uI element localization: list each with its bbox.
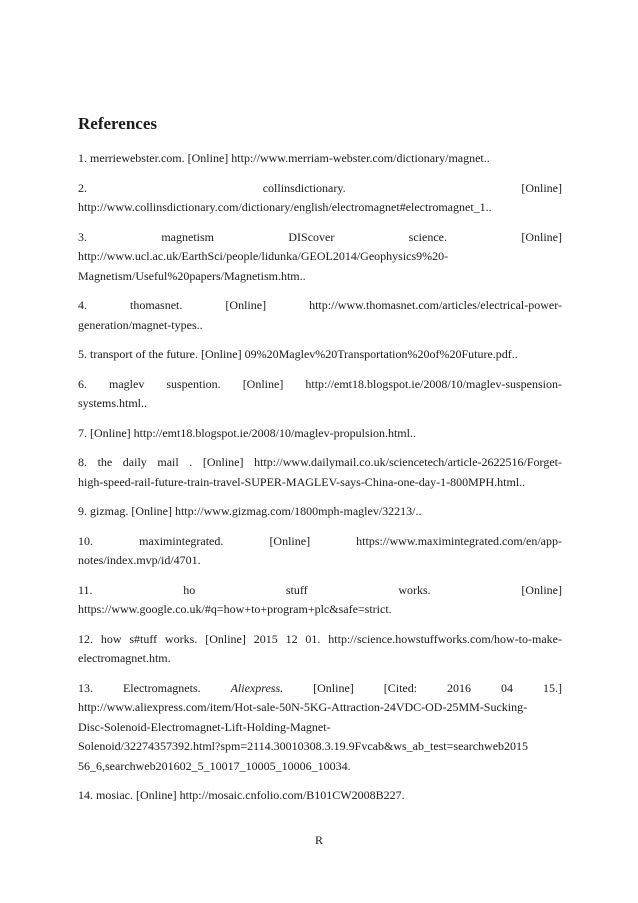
reference-item: [78, 679, 562, 777]
reference-line: 56_6,searchweb201602_5_10017_10005_10006_10034.: [78, 758, 351, 773]
reference-item: [78, 345, 562, 365]
reference-line: 7. [Online] http://emt18.blogspot.ie/2008/10/maglev-propulsion.html..: [78, 425, 416, 440]
references-page: [78, 112, 562, 816]
reference-line: notes/index.mvp/id/4701.: [78, 553, 201, 567]
reference-line: 5. transport of the future. [Online] 09%20Maglev%20Transportation%20of%20Future.pdf..: [78, 347, 518, 361]
reference-item: [78, 179, 562, 218]
reference-line: Magnetism/Useful%20papers/Magnetism.htm..: [78, 268, 306, 283]
reference-item: [78, 424, 562, 444]
reference-item: [78, 532, 562, 571]
reference-line: systems.html..: [78, 396, 148, 410]
reference-line: http://www.aliexpress.com/item/Hot-sale-50N-5KG-Attraction-24VDC-OD-25MM-Sucking-: [78, 700, 528, 714]
reference-line: http://www.collinsdictionary.com/dictionary/english/electromagnet#electromagnet_1..: [78, 200, 492, 214]
reference-line: Solenoid/32274357392.html?spm=2114.30010308.3.19.9Fvcab&ws_ab_test=searchweb2015: [78, 739, 529, 753]
reference-line: 4. thomasnet. [Online] http://www.thomasnet.com/articles/electrical-power-: [78, 298, 562, 312]
reference-line: 6. maglev suspention. [Online] http://emt18.blogspot.ie/2008/10/maglev-suspension-: [78, 376, 562, 391]
reference-line: http://www.ucl.ac.uk/EarthSci/people/lidunka/GEOL2014/Geophysics9%20-: [78, 249, 449, 263]
reference-item: [78, 786, 562, 806]
reference-item: [78, 453, 562, 492]
reference-item: [78, 581, 562, 620]
reference-line: 10. maximintegrated. [Online] https://www.maximintegrated.com/en/app-: [78, 533, 562, 548]
reference-item: [78, 502, 562, 522]
reference-line: high-speed-rail-future-train-travel-SUPER-MAGLEV-says-China-one-day-1-800MPH.html..: [78, 474, 526, 489]
reference-line: generation/magnet-types..: [78, 317, 203, 332]
reference-list: [78, 149, 562, 806]
references-heading: References: [78, 114, 157, 133]
reference-line: 14. mosiac. [Online] http://mosaic.cnfolio.com/B101CW2008B227.: [78, 788, 405, 802]
reference-item: [78, 228, 562, 287]
reference-line: 8. the daily mail . [Online] http://www.dailymail.co.uk/sciencetech/article-2622516/Forget-: [78, 455, 562, 469]
reference-line: 9. gizmag. [Online] http://www.gizmag.com/1800mph-maglev/32213/..: [78, 504, 422, 518]
reference-item: [78, 296, 562, 335]
reference-line: Disc-Solenoid-Electromagnet-Lift-Holding-Magnet-: [78, 719, 331, 734]
reference-line: 12. how s#tuff works. [Online] 2015 12 01. http://science.howstuffworks.com/how-to-make-: [78, 631, 562, 646]
reference-line: 3. magnetism DIScover science. [Online]: [78, 229, 562, 244]
reference-line: 11. ho stuff works. [Online]: [78, 582, 562, 597]
reference-item: [78, 149, 562, 169]
reference-item: [78, 630, 562, 669]
reference-line: 2. collinsdictionary. [Online]: [78, 180, 562, 195]
reference-line: electromagnet.htm.: [78, 651, 171, 665]
reference-line: 1. merriewebster.com. [Online] http://www.merriam-webster.com/dictionary/magnet..: [78, 151, 490, 165]
page-footer-letter: R: [314, 833, 323, 847]
reference-line: https://www.google.co.uk/#q=how+to+program+plc&safe=strict.: [78, 602, 392, 616]
reference-text: 13. Electromagnets.: [78, 680, 231, 695]
reference-text: [Online] [Cited: 2016 04 15.]: [283, 680, 562, 695]
reference-item: [78, 375, 562, 414]
reference-source-italic: Aliexpress.: [230, 680, 284, 695]
reference-line: [78, 679, 562, 699]
